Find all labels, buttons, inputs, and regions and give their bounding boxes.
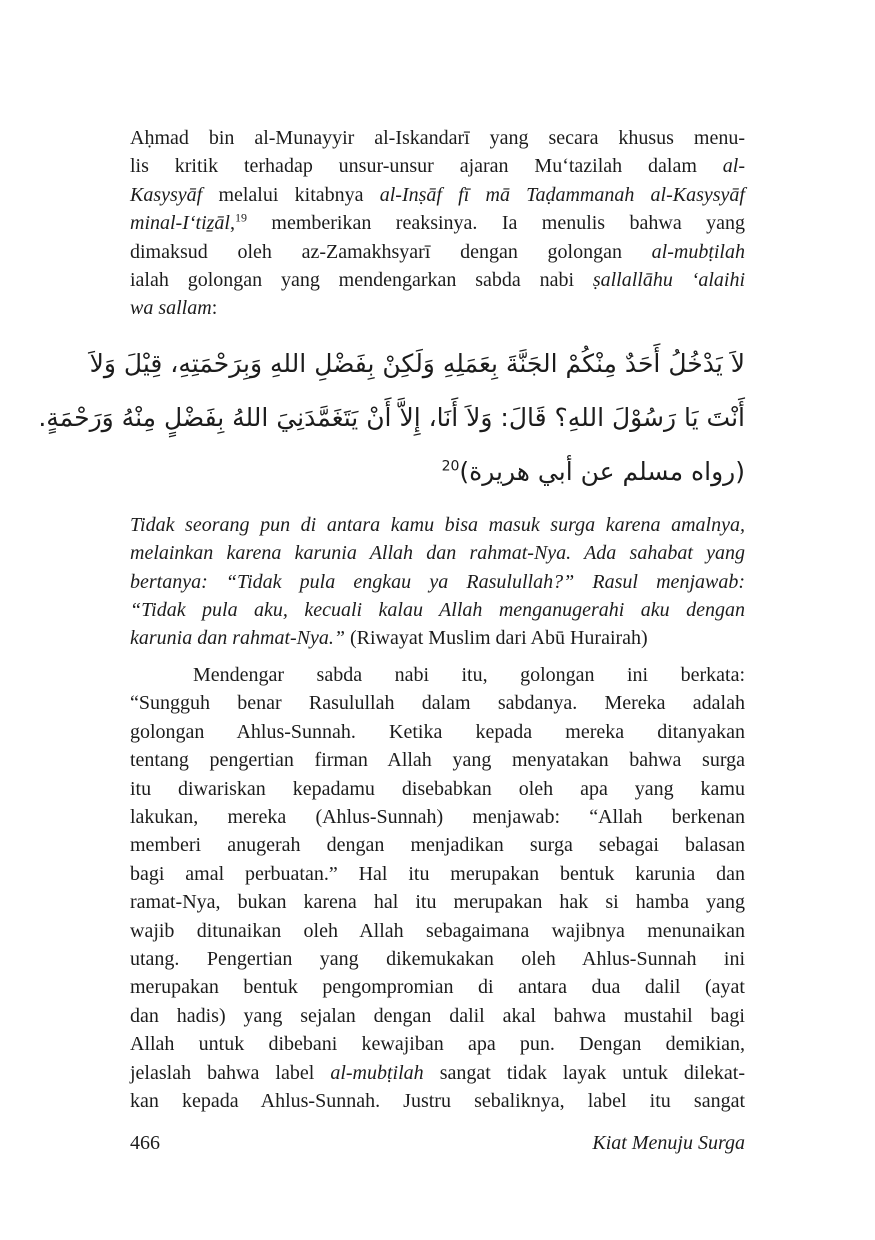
text-segment: ramat-Nya, bukan karena hal itu merupakan hak si hamba yang (130, 891, 745, 914)
text-line (130, 539, 745, 567)
text-segment: “Sungguh benar Rasulullah dalam sabdanya. Mereka adalah (130, 692, 745, 715)
hadith-source-text: (رواه مسلم عن أبي هريرة) (459, 456, 745, 486)
text-line (130, 152, 745, 180)
text-segment: dan hadis) yang sejalan dengan dalil akal bahwa mustahil bagi (130, 1004, 745, 1027)
hadith-arabic-line-2: أَنْتَ يَا رَسُوْلَ اللهِ؟ قَالَ: وَلاَ أَنَا، إِلاَّ أَنْ يَتَغَمَّدَنِيَ اللهُ بِفَضْلٍ مِنْهُ وَرَحْمَةٍ. (38, 402, 745, 432)
text-line (130, 917, 745, 945)
text-segment: melainkan karena karunia Allah dan rahmat-Nya. Ada sahabat yang (130, 542, 745, 565)
text-segment: Aḥmad bin al-Munayyir al-Iskandarī yang secara khusus menu- (130, 127, 745, 149)
running-title: Kiat Menuju Surga (592, 1132, 745, 1154)
hadith-arabic-block (38, 337, 745, 499)
text-segment: al-mubṭilah (651, 240, 745, 263)
text-segment: jelaslah bahwa label (130, 1061, 331, 1084)
text-segment: lis kritik terhadap unsur-unsur ajaran Mu‘tazilah dalam (130, 155, 723, 178)
text-line (130, 624, 745, 652)
text-line (130, 1059, 745, 1087)
text-segment: al-Inṣāf fī mā Taḍammanah al-Kasysyāf (379, 183, 745, 206)
text-segment: Allah untuk dibebani kewajiban apa pun. Dengan demikian, (130, 1033, 745, 1056)
paragraph-main (130, 661, 745, 1116)
text-line (130, 1030, 745, 1058)
text-line (130, 294, 745, 322)
text-line (130, 568, 745, 596)
text-segment: Kasysyāf (130, 183, 203, 206)
text-segment: , (230, 212, 235, 235)
hadith-arabic-line-1: لاَ يَدْخُلُ أَحَدٌ مِنْكُمْ الجَنَّةَ بِعَمَلِهِ وَلَكِنْ بِفَضْلِ اللهِ وَبِرَحْمَتِهِ، قِيْلَ وَلاَ (89, 348, 745, 378)
text-segment: : (211, 297, 218, 320)
text-segment: bertanya: “Tidak pula engkau ya Rasulullah?” Rasul menjawab: (130, 570, 745, 593)
text-line (130, 661, 745, 689)
text-segment: tentang pengertian firman Allah yang menyatakan bahwa surga (130, 749, 745, 772)
text-segment: bagi amal perbuatan.” Hal itu merupakan bentuk karunia dan (130, 862, 745, 885)
text-segment: wajib ditunaikan oleh Allah sebagaimana wajibnya menunaikan (130, 919, 745, 942)
text-line (130, 973, 745, 1001)
text-segment: dimaksud oleh az-Zamakhsyarī dengan golongan (130, 240, 652, 263)
text-line (130, 181, 745, 209)
page-footer (130, 1132, 745, 1155)
text-line (130, 746, 745, 774)
text-line (130, 209, 745, 237)
footnote-marker: 19 (235, 210, 247, 225)
text-line (130, 511, 745, 539)
paragraph-intro (130, 124, 745, 323)
text-line (130, 775, 745, 803)
text-line (130, 945, 745, 973)
text-line (130, 888, 745, 916)
text-segment: “Tidak pula aku, kecuali kalau Allah menganugerahi aku dengan (130, 599, 745, 622)
hadith-source-line (130, 445, 745, 499)
text-segment: memberikan reaksinya. Ia menulis bahwa yang (247, 212, 745, 235)
text-line (130, 1002, 745, 1030)
text-segment: al- (722, 155, 745, 178)
text-segment: memberi anugerah dengan menjadikan surga sebagai balasan (130, 834, 745, 857)
text-segment: sangat tidak layak untuk dilekat- (423, 1061, 745, 1084)
text-segment: utang. Pengertian yang dikemukakan oleh Ahlus-Sunnah ini (130, 947, 745, 970)
text-segment: minal-I‘tiẕāl (130, 212, 230, 235)
text-line (130, 238, 745, 266)
page-number: 466 (130, 1132, 160, 1154)
text-segment: kan kepada Ahlus-Sunnah. Justru sebaliknya, label itu sangat (130, 1089, 745, 1112)
text-line (130, 124, 745, 152)
text-segment: ṣallallāhu ‘alaihi (592, 269, 746, 292)
text-segment: wa sallam (130, 297, 212, 320)
text-line (130, 596, 745, 624)
text-segment: itu diwariskan kepadamu disebabkan oleh apa yang kamu (130, 777, 745, 800)
text-segment: al-mubṭilah (330, 1061, 424, 1084)
text-line (130, 266, 745, 294)
text-line (130, 1087, 745, 1115)
text-line (130, 831, 745, 859)
text-line (130, 718, 745, 746)
text-segment: karunia dan rahmat-Nya.” (130, 627, 350, 650)
text-segment: Mendengar sabda nabi itu, golongan ini berkata: (193, 663, 745, 686)
hadith-translation (130, 511, 745, 653)
text-segment: (Riwayat Muslim dari Abū Hurairah) (350, 627, 648, 650)
text-line (130, 860, 745, 888)
text-segment: golongan Ahlus-Sunnah. Ketika kepada mereka ditanyakan (130, 720, 745, 743)
footnote-marker-20: 20 (441, 458, 460, 475)
text-line (130, 689, 745, 717)
text-segment: ialah golongan yang mendengarkan sabda nabi (130, 269, 593, 292)
text-segment: melalui kitabnya (202, 183, 380, 206)
text-segment: merupakan bentuk pengompromian di antara dua dalil (ayat (130, 976, 745, 999)
text-segment: Tidak seorang pun di antara kamu bisa masuk surga karena amalnya, (130, 513, 745, 536)
text-line (130, 803, 745, 831)
text-segment: lakukan, mereka (Ahlus-Sunnah) menjawab: “Allah berkenan (130, 805, 745, 828)
